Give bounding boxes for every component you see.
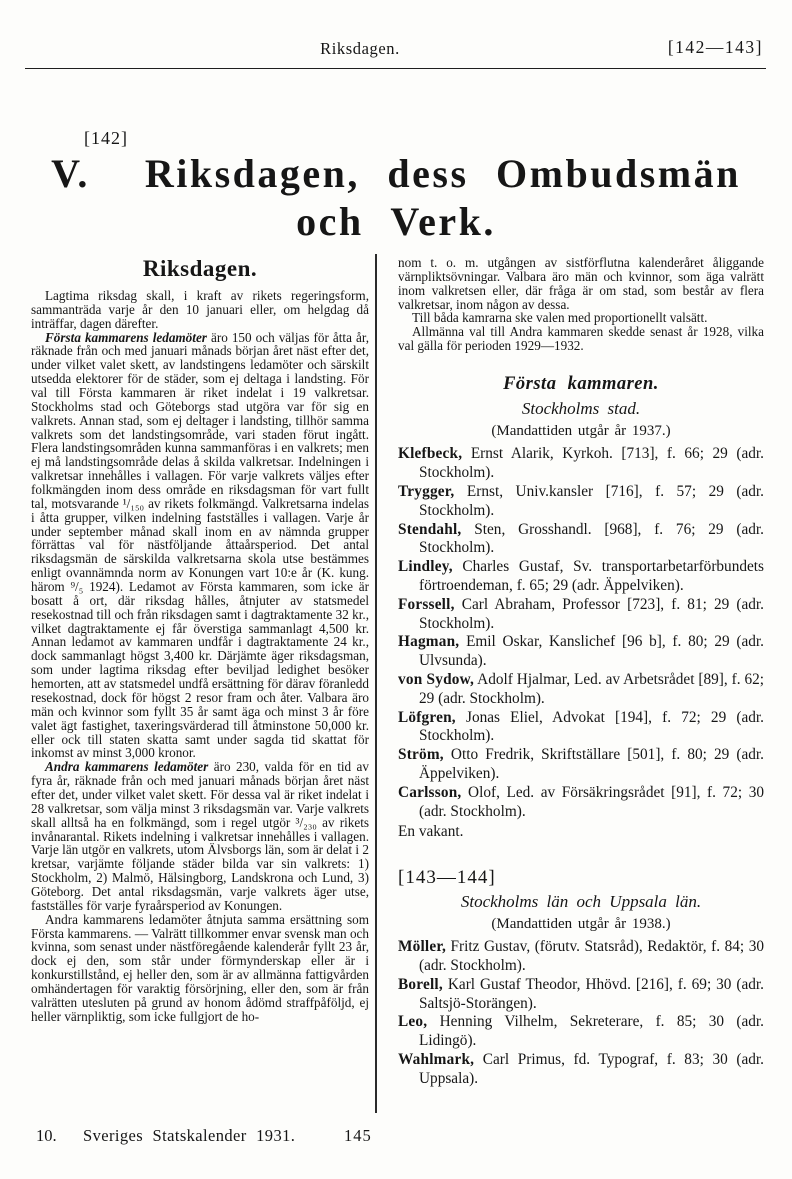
member-row xyxy=(398,445,764,483)
member-row xyxy=(398,784,764,822)
member-row xyxy=(398,1051,764,1089)
member-row xyxy=(398,483,764,521)
member-name: Trygger, xyxy=(398,482,455,500)
column-divider-rule xyxy=(375,254,377,1113)
member-name: Carlsson, xyxy=(398,783,462,801)
member-name: von Sydow, xyxy=(398,671,475,689)
page-title xyxy=(0,150,792,246)
para-proportionellt-valsatt: Till båda kamrarna ske valen med proportionellt valsätt. xyxy=(412,310,708,326)
page-title-line-1: V. Riksdagen, dess Ombudsmän xyxy=(51,151,741,196)
district-title-stockholms-lan: Stockholms län och Uppsala län. xyxy=(460,892,702,912)
footer-page-number: 145 xyxy=(344,1126,372,1145)
footer-edition-number: 10. xyxy=(36,1126,57,1145)
vacancy-note: En vakant. xyxy=(398,822,464,840)
para-body-text: äro 230, valda för en tid av fyra år, räknade från och med januari månads början året näst efter det, under vilket valet skett. För dessa val är riket indelat i 28 valkretsar, som välja minst 3 riksdagsmän var. Varje valkrets skall alltså ha en folkmängd, som i regel utgör ³/₂₃₀ av rikets invånarantal. Rikets indelning i valkretsar innehålles i vallagen. Varje län utgör en valkrets, utom Älvsborgs län, som är delat i 2 kretsar, varjämte följande städer bilda var sin valkrets: 1) Stockholm, 2) Malmö, Hälsingborg, Landskrona och Lund, 3) Göteborg. Det antal riksdagsmän, varje valkrets äger utse, fastställes för varje fyraårsperiod av Konungen. xyxy=(31,759,369,913)
member-name: Lindley, xyxy=(398,558,453,576)
section-number: [142] xyxy=(84,128,128,148)
header-rule xyxy=(25,68,766,69)
member-row xyxy=(398,976,764,1014)
member-row xyxy=(398,746,764,784)
member-details: Charles Gustaf, Sv. transportarbetarförbundets förtroendeman, f. 65; 29 (adr. Äppelviken). xyxy=(419,558,764,594)
member-details: Carl Primus, fd. Typograf, f. 83; 30 (adr. Uppsala). xyxy=(419,1051,764,1087)
member-row xyxy=(398,558,764,596)
para-lead-italic: Andra kammarens ledamöter xyxy=(45,759,209,775)
mandate-note-1938: (Mandattiden utgår år 1938.) xyxy=(491,915,671,932)
member-details: Olof, Led. av Försäkringsrådet [91], f. 72; 30 (adr. Stockholm). xyxy=(419,783,764,820)
member-details: Karl Gustaf Theodor, Hhövd. [216], f. 69; 30 (adr. Saltsjö-Storängen). xyxy=(419,975,765,1012)
running-header-title: Riksdagen. xyxy=(320,39,400,58)
member-row xyxy=(398,938,764,976)
para-body-text: äro 150 och väljas för åtta år, räknade från och med januari månads början året näst efter det, under vilket valet skett, av landstingens ledamöter och särskilt utsedda elektorer för de städer, som ej deltaga i landsting. För val till Första kammaren är riket indelat i 19 valkretsar. Stockholms stad och Göteborgs stad utgöra var för sig en valkrets. Annan stad, som ej deltager i landsting, tillhör samma valkrets som det landstingsområde, vari staden förut ingått. Flera landstingsområden kunna sammanföras i en valkrets; men ej må landstingsområde delas å skilda valkretsar. Indelningen i valkretsar innehålles i vallagen. För varje valkrets väljes efter folkmängden inom dess område en riksdagsman för vart fullt tal, motsvarande ¹/₁₅₀ av rikets folkmängd. Valkretsarna indelas i åtta grupper, vilken indelning fastställes i vallagen. Varje år under september månad skall inom en av nämnda grupper förrättas val för nästföljande åttaårsperiod. Det antal riksdagsmän de särskilda valkretsarna skola utse bestämmes enligt ovannämnda norm av Konungen vart 10:e år (K. kung. härom ⁹/₅ 1924). Ledamot av Första kammaren, som icke är bosatt å ort, där riksdag hålles, åtnjuter av statsmedel resekostnad till och från riksdagen samt i dagtraktamente 32 kr., vilket dagtraktamente ej får överstiga sammanlagt 4,500 kr. Annan ledamot av kammaren undfår i dagtraktamente 24 kr., dock sammanlagt högst 3,400 kr. Därjämte äger riksdagsman, som under lagtima riksdag efter beviljad ledighet besöker hemorten, att av statsmedel undfå ersättning för därav föranledd resekostnad, dock för högst 2 resor fram och åter. Valbara äro män och kvinnor som fyllt 35 år samt äga och minst 3 år före valet ägt fastighet, taxeringsvärderad till åtminstone 50,000 kr. eller ock till staten skatta samt under sagda tid skattat för inkomst av minst 3,000 kronor. xyxy=(31,329,370,761)
member-name: Wahlmark, xyxy=(398,1051,475,1069)
para-allmanna-val: Allmänna val till Andra kammaren skedde senast år 1928, vilka val gälla för perioden 1929—1932. xyxy=(398,324,764,354)
left-column-heading: Riksdagen. xyxy=(142,256,258,281)
page-title-line-2: och Verk. xyxy=(296,199,496,244)
member-details: Fritz Gustav, (förutv. Statsråd), Redaktör, f. 84; 30 (adr. Stockholm). xyxy=(419,938,764,974)
member-name: Hagman, xyxy=(398,633,460,651)
member-name: Stendahl, xyxy=(398,520,462,538)
member-details: Otto Fredrik, Skriftställare [501], f. 80; 29 (adr. Äppelviken). xyxy=(419,746,765,783)
para-valratt: Andra kammarens ledamöter åtnjuta samma ersättning som Första kammarens. — Valrätt tillkommer envar svensk man och kvinna, som senast under nästföregående kalenderår fyllt 23 år, dock ej den, som står under förmynderskap eller är i konkurstillstånd, ej heller den, som är av allmänna fattigvården omhändertagen för varaktig försörjning, eller den, som är från valrätten utesluten på grund av honom ådömd straffpåföljd, ej heller värnpliktig, som icke fullgjort de ho- xyxy=(31,911,369,1024)
member-details: Sten, Grosshandl. [968], f. 76; 29 (adr. Stockholm). xyxy=(419,520,765,557)
footer-imprint: Sveriges Statskalender 1931. xyxy=(83,1126,296,1145)
running-header xyxy=(25,39,765,63)
member-name: Leo, xyxy=(398,1013,428,1031)
section-ref-143-144: [143—144] xyxy=(398,867,496,889)
right-column xyxy=(398,256,764,1089)
member-name: Ström, xyxy=(398,746,444,764)
member-details: Ernst Alarik, Kyrkoh. [713], f. 66; 29 (adr. Stockholm). xyxy=(419,445,764,482)
member-details: Henning Vilhelm, Sekreterare, f. 85; 30 (adr. Lidingö). xyxy=(419,1013,765,1050)
member-details: Adolf Hjalmar, Led. av Arbetsrådet [89], f. 62; 29 (adr. Stockholm). xyxy=(419,671,765,707)
member-name: Klefbeck, xyxy=(398,445,463,463)
running-header-page-ref: [142—143] xyxy=(667,37,763,57)
member-details: Jonas Eliel, Advokat [194], f. 72; 29 (adr. Stockholm). xyxy=(419,708,764,745)
member-list-stockholms-stad xyxy=(398,445,764,841)
para-lead-italic: Första kammarens ledamöter xyxy=(45,329,207,345)
member-row xyxy=(398,633,764,671)
para-continuation: nom t. o. m. utgången av sistförflutna kalenderåret åliggande värnpliktsövningar. Valbara äro män och kvinnor, som äga valrätt inom valkretsen eller, där fråga är om stad, som består av flera valkretsar, inom någon av dessa. xyxy=(398,255,764,312)
member-row xyxy=(398,521,764,559)
para-andra-kammarens-ledamoter xyxy=(31,760,369,912)
member-name: Borell, xyxy=(398,975,443,993)
member-row xyxy=(398,709,764,747)
member-details: Ernst, Univ.kansler [716], f. 57; 29 (adr. Stockholm). xyxy=(419,482,765,519)
member-name: Möller, xyxy=(398,938,446,956)
chamber-heading: Första kammaren. xyxy=(503,374,659,395)
district-title-stockholms-stad: Stockholms stad. xyxy=(521,399,641,419)
mandate-note-1937: (Mandattiden utgår år 1937.) xyxy=(491,423,671,440)
member-row xyxy=(398,1013,764,1051)
member-list-stockholms-lan xyxy=(398,938,764,1089)
member-row xyxy=(398,596,764,634)
member-name: Löfgren, xyxy=(398,708,456,726)
member-row xyxy=(398,671,764,709)
para-forsta-kammarens-ledamoter xyxy=(31,331,369,761)
member-name: Forssell, xyxy=(398,595,455,613)
para-lagtima-riksdag: Lagtima riksdag skall, i kraft av rikets regeringsform, sammanträda varje år den 10 januari eller, om helgdag då inträffar, dagen därefter. xyxy=(31,288,369,331)
member-details: Carl Abraham, Professor [723], f. 81; 29 (adr. Stockholm). xyxy=(419,595,765,632)
left-column xyxy=(31,256,369,1024)
member-details: Emil Oskar, Kanslichef [96 b], f. 80; 29 (adr. Ulvsunda). xyxy=(419,633,764,670)
